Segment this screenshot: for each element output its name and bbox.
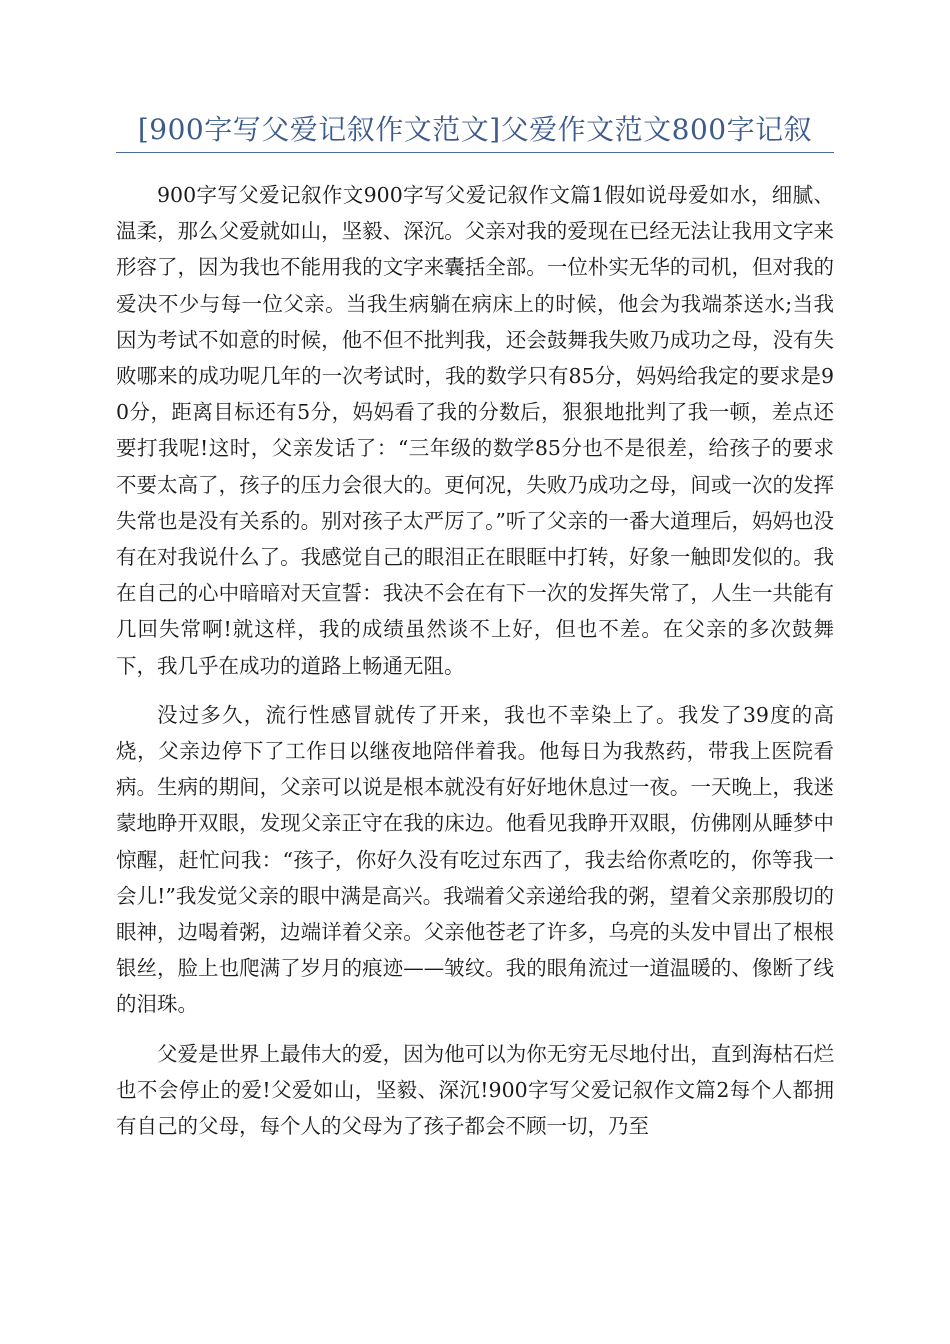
paragraph-1: 900字写父爱记叙作文900字写父爱记叙作文篇1假如说母爱如水，细腻、温柔，那么父爱就如山，坚毅、深沉。父亲对我的爱现在已经无法让我用文字来形容了，因为我也不能用我的文字来囊括全部。一位朴实无华的司机，但对我的爱决不少与每一位父亲。当我生病躺在病床上的时候，他会为我端茶送水;当我因为考试不如意的时候，他不但不批判我，还会鼓舞我失败乃成功之母，没有失败哪来的成功呢几年的一次考试时，我的数学只有85分，妈妈给我定的要求是90分，距离目标还有5分，妈妈看了我的分数后，狠狠地批判了我一顿，差点还要打我呢!这时，父亲发话了：“三年级的数学85分也不是很差，给孩子的要求不要太高了，孩子的压力会很大的。更何况，失败乃成功之母，间或一次的发挥失常也是没有关系的。别对孩子太严厉了。”听了父亲的一番大道理后，妈妈也没有在对我说什么了。我感觉自己的眼泪正在眼眶中打转，好象一触即发似的。我在自己的心中暗暗对天宣誓：我决不会在有下一次的发挥失常了，人生一共能有几回失常啊!就这样，我的成绩虽然谈不上好，但也不差。在父亲的多次鼓舞下，我几乎在成功的道路上畅通无阻。 xyxy=(116,183,834,678)
paragraph-2: 没过多久，流行性感冒就传了开来，我也不幸染上了。我发了39度的高烧，父亲边停下了工作日以继夜地陪伴着我。他每日为我熬药，带我上医院看病。生病的期间，父亲可以说是根本就没有好好地休息过一夜。一天晚上，我迷蒙地睁开双眼，发现父亲正守在我的床边。他看见我睁开双眼，仿佛刚从睡梦中惊醒，赶忙问我：“孩子，你好久没有吃过东西了，我去给你煮吃的，你等我一会儿!”我发觉父亲的眼中满是高兴。我端着父亲递给我的粥，望着父亲那殷切的眼神，边喝着粥，边端详着父亲。父亲他苍老了许多，乌亮的头发中冒出了根根银丝，脸上也爬满了岁月的痕迹——皱纹。我的眼角流过一道温暖的、像断了线的泪珠。 xyxy=(116,702,834,1017)
paragraph-3: 父爱是世界上最伟大的爱，因为他可以为你无穷无尽地付出，直到海枯石烂也不会停止的爱!父爱如山，坚毅、深沉!900字写父爱记叙作文篇2每个人都拥有自己的父母，每个人的父母为了孩子都会不顾一切，乃至 xyxy=(116,1041,834,1139)
page-title: [900字写父爱记叙作文范文]父爱作文范文800字记叙 xyxy=(137,113,813,146)
title-block xyxy=(116,112,834,153)
article-body xyxy=(116,177,834,1157)
